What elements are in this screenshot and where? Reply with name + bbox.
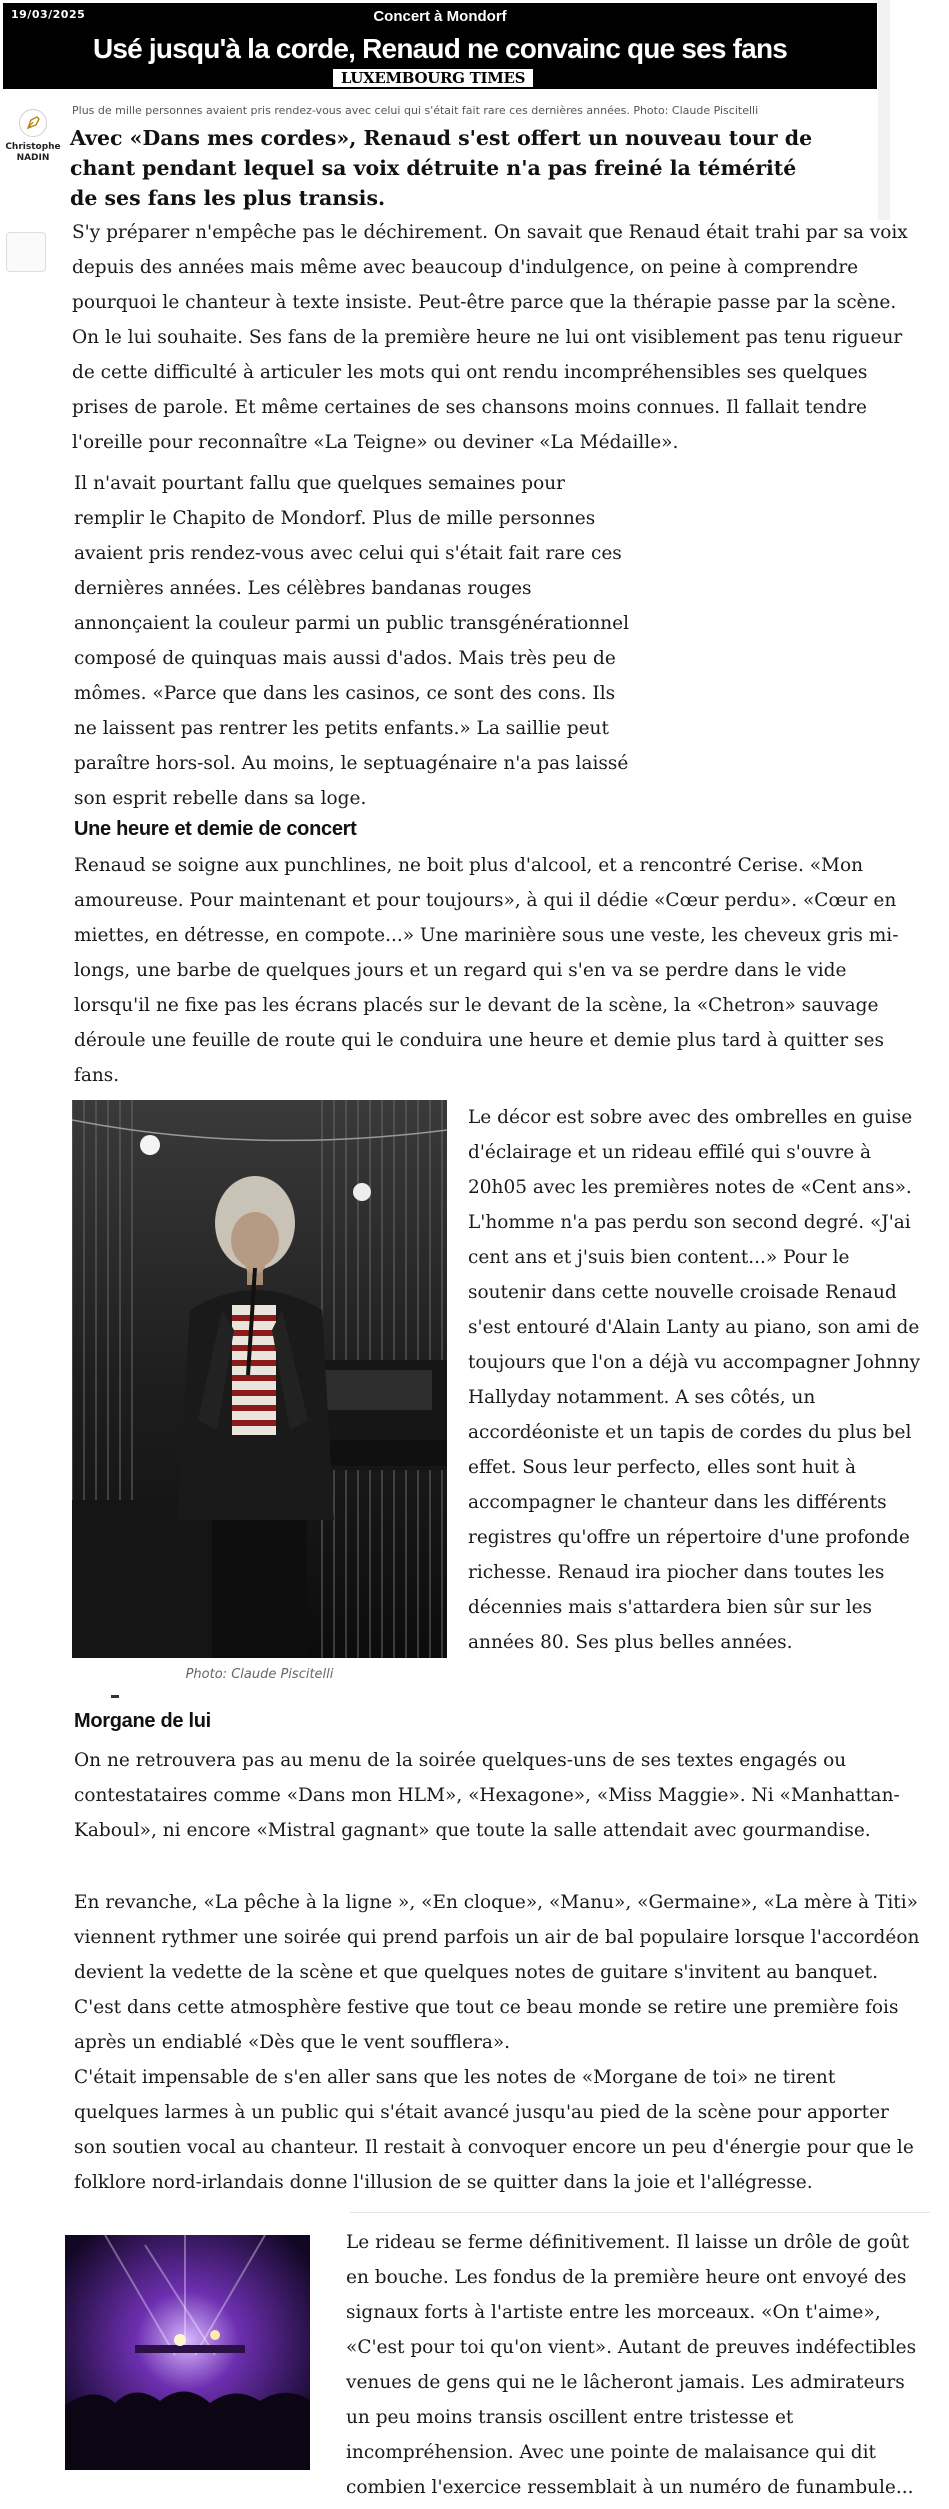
author-name-last: NADIN xyxy=(16,153,50,163)
section-divider xyxy=(350,2212,930,2213)
scrollbar-track[interactable] xyxy=(878,0,890,220)
author-name-first: Christophe xyxy=(5,142,61,152)
article-header xyxy=(3,3,877,89)
paragraph-1: S'y préparer n'empêche pas le déchirement. On savait que Renaud était trahi par sa voix depuis des années mais même avec beaucoup d'indulgence, on peine à comprendre pourquoi le chanteur à texte insiste. Peut-être parce que la thérapie passe par la scène. On le lui souhaite. Ses fans de la première heure ne lui ont visiblement pas tenu rigueur de cette difficulté à articuler les mots qui ont rendu incompréhensibles ses quelques prises de parole. Et même certaines de ses chansons moins connues. Il fallait tendre l'oreille pour reconnaître «La Teigne» ou deviner «La Médaille». xyxy=(72,222,908,453)
paragraph-2: Il n'avait pourtant fallu que quelques semaines pour remplir le Chapito de Mondorf. Plus de mille personnes avaient pris rendez-vous avec celui qui s'était fait rare ces dernières années. Les célèbres bandanas rouges annonçaient la couleur parmi un public transgénérationnel composé de quinquas mais aussi d'ados. Mais très peu de mômes. «Parce que dans les casinos, ce sont des cons. Ils ne laissent pas rentrer les petits enfants.» La saillie peut paraître hors-sol. Au moins, le septuagénaire n'a pas laissé son esprit rebelle dans sa loge. xyxy=(74,473,630,809)
author-byline[interactable] xyxy=(3,108,63,164)
paragraph-3: Renaud se soigne aux punchlines, ne boit plus d'alcool, et a rencontré Cerise. «Mon amoureuse. Pour maintenant et pour toujours», à qui il dédie «Cœur perdu». «Cœur en miettes, en détresse, en compote...» Une marinière sous une veste, les cheveux gris mi-longs, une barbe de quelques jours et un regard qui s'en va se perdre dans le vide lorsqu'il ne fixe pas les écrans placés sur le devant de la scène, la «Chetron» sauvage déroule une feuille de route qui le conduira une heure et demie plus tard à quitter ses fans. xyxy=(74,855,899,1086)
renaud-on-stage-image xyxy=(72,1100,447,1658)
article-kicker: Concert à Mondorf xyxy=(373,8,507,25)
pen-nib-icon xyxy=(18,108,48,138)
share-placeholder xyxy=(6,232,46,272)
paragraph-6: En revanche, «La pêche à la ligne », «En cloque», «Manu», «Germaine», «La mère à Titi» viennent rythmer une soirée qui prend parfois un air de bal populaire lorsque l'accordéon devient la vedette de la scène et que quelques notes de guitare s'invitent au banquet. C'est dans cette atmosphère festive que tout ce beau monde se retire une première fois après un endiablé «Dès que le vent soufflera». xyxy=(74,1892,920,2053)
concert-photo xyxy=(72,1100,447,1658)
paragraph-7: C'était impensable de s'en aller sans que les notes de «Morgane de toi» ne tirent quelques larmes à un public qui s'était avancé jusqu'au pied de la scène pour apporter son soutien vocal au chanteur. Il restait à convoquer encore un peu d'énergie pour que le folklore nord-irlandais donne l'illusion de se quitter dans la joie et l'allégresse. xyxy=(74,2067,914,2193)
publication-date: 19/03/2025 xyxy=(11,8,86,21)
paragraph-4: Le décor est sobre avec des ombrelles en guise d'éclairage et un rideau effilé qui s'ouvre à 20h05 avec les premières notes de «Cent ans». L'homme n'a pas perdu son second degré. «J'ai cent ans et j'suis bien content...» Pour le soutenir dans cette nouvelle croisade Renaud s'est entouré d'Alain Lanty au piano, son ami de toujours que l'on a déjà vu accompagner Johnny Hallyday notamment. A ses côtés, un accordéoniste et un tapis de cordes du plus bel effet. Sous leur perfecto, elles sont huit à accompagner le chanteur dans les différents registres qu'offre un répertoire d'une profonde richesse. Renaud ira piocher dans toutes les décennies mais s'attardera bien sûr sur les années 80. Ses plus belles années. xyxy=(468,1107,921,1653)
article-title: Usé jusqu'à la corde, Renaud ne convainc que ses fans xyxy=(92,33,788,64)
article-lead: Avec «Dans mes cordes», Renaud s'est offert un nouveau tour de chant pendant lequel sa voix détruite n'a pas freiné la témérité de ses fans les plus transis. xyxy=(70,126,813,210)
hero-photo-caption: Plus de mille personnes avaient pris rendez-vous avec celui qui s'était fait rare ces dernières années. Photo: Claude Piscitelli xyxy=(72,104,759,117)
concert-photo-caption: Photo: Claude Piscitelli xyxy=(185,1667,334,1682)
stage-lights-image xyxy=(65,2235,310,2470)
paragraph-8: Le rideau se ferme définitivement. Il laisse un drôle de goût en bouche. Les fondus de la première heure ont envoyé des signaux forts à l'artiste entre les morceaux. «On t'aime», «C'est pour toi qu'on vient». Autant de preuves indéfectibles venues de gens qui ne le lâcheront jamais. Les admirateurs un peu moins transis oscillent entre tristesse et incompréhension. Avec une pointe de malaisance qui dit combien l'exercice ressemblait à un numéro de funambule... xyxy=(346,2232,917,2498)
separator-mark xyxy=(111,1695,119,1698)
subheading-concert: Une heure et demie de concert xyxy=(74,818,357,840)
audience-photo xyxy=(65,2235,310,2470)
paragraph-5: On ne retrouvera pas au menu de la soirée quelques-uns de ses textes engagés ou contestataires comme «Dans mon HLM», «Hexagone», «Miss Maggie». Ni «Manhattan-Kaboul», ni encore «Mistral gagnant» que toute la salle attendait avec gourmandise. xyxy=(74,1750,900,1841)
publication-logo: LUXEMBOURG TIMES xyxy=(333,69,533,87)
subheading-morgane: Morgane de lui xyxy=(74,1710,211,1732)
